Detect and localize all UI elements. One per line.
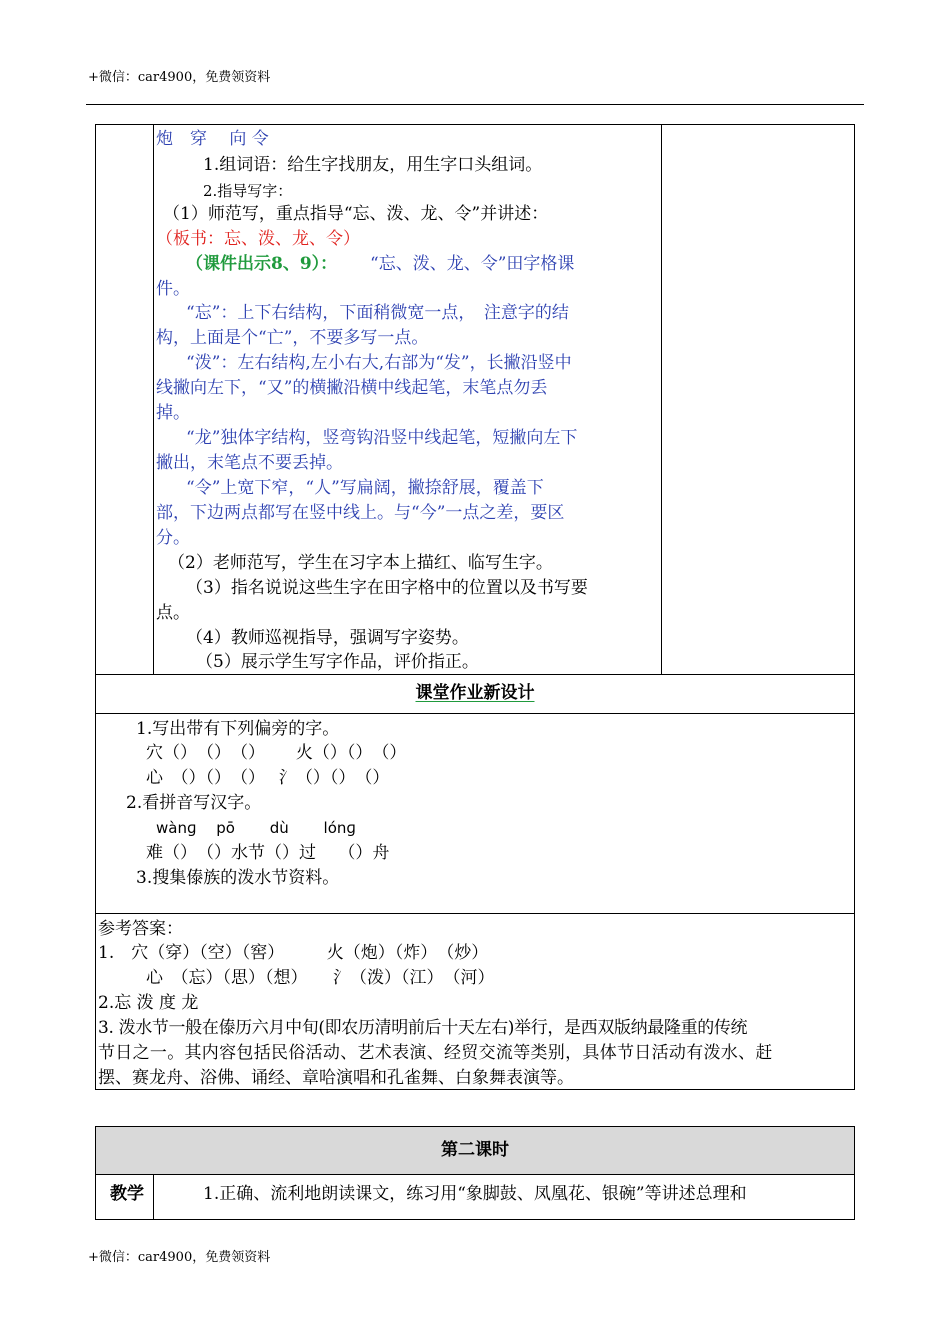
homework-q2-pinyin: wànɡ pō dù lónɡ <box>156 819 356 837</box>
second-row-divider <box>95 1174 855 1175</box>
substep-4: （4）教师巡视指导，强调写字姿势。 <box>186 628 469 648</box>
homework-q1: 1.写出带有下列偏旁的字。 <box>136 719 340 739</box>
homework-title <box>95 682 855 704</box>
ling-explain-2: 部，下边两点都写在竖中线上。与“今”一点之差，要区 <box>156 503 565 523</box>
po-explain-2: 线撇向左下，“又”的横撇沿横中线起笔，末笔点勿丢 <box>156 378 548 398</box>
wang-explain-1: “忘”：上下右结构，下面稍微宽一点， 注意字的结 <box>186 303 569 323</box>
substep-3a: （3）指名说说这些生字在田字格中的位置以及书写要 <box>186 578 588 598</box>
second-lesson-label: 教学 <box>110 1184 144 1204</box>
ling-explain-3: 分。 <box>156 528 190 548</box>
long-explain-1: “龙”独体字结构，竖弯钩沿竖中线起笔，短撇向左下 <box>186 428 578 448</box>
answer-2: 2.忘 泼 度 龙 <box>98 993 199 1013</box>
second-lesson-goal-1: 1.正确、流利地朗读课文，练习用“象脚鼓、凤凰花、银碗”等讲述总理和 <box>203 1184 747 1204</box>
step-1: 1.组词语：给生字找朋友，用生字口头组词。 <box>203 155 543 175</box>
column-divider-left <box>153 124 154 675</box>
page-footer: +微信：car4900，免费领资料 <box>88 1250 271 1265</box>
answer-1-row1: 1. 穴（穿）（空）（窖） 火（炮）（炸） （炒） <box>98 943 489 963</box>
row-divider-1 <box>95 674 855 675</box>
courseware-text-end: 件。 <box>156 279 190 299</box>
substep-3b: 点。 <box>156 603 190 623</box>
homework-q2: 2.看拼音写汉字。 <box>126 793 262 813</box>
homework-q1-row2: 心 （）（） （） 氵（）（） （） <box>146 768 390 788</box>
long-explain-2: 撇出，末笔点不要丢掉。 <box>156 453 343 473</box>
new-characters: 炮 穿 向 令 <box>156 129 269 149</box>
homework-q3: 3.搜集傣族的泼水节资料。 <box>136 868 340 888</box>
courseware-note: （课件出示8、9）： <box>186 254 338 274</box>
header-divider <box>86 104 864 105</box>
answer-3b: 节日之一。其内容包括民俗活动、艺术表演、经贸交流等类别，具体节日活动有泼水、赶 <box>98 1043 773 1063</box>
second-column-divider <box>153 1174 154 1220</box>
po-explain-1: “泼”：左右结构,左小右大,右部为“发”，长撇沿竖中 <box>186 353 572 373</box>
po-explain-3: 掉。 <box>156 403 190 423</box>
homework-q2-row: 难（） （）水节（）过 （）舟 <box>146 843 390 863</box>
page-header: +微信：car4900，免费领资料 <box>88 70 271 85</box>
answers-heading: 参考答案： <box>98 919 183 939</box>
substep-1: （1）师范写，重点指导“忘、泼、龙、令”并讲述： <box>163 204 549 224</box>
substep-5: （5）展示学生写字作品，评价指正。 <box>196 652 479 672</box>
column-divider-right <box>661 124 662 675</box>
courseware-text: “忘、泼、龙、令”田字格课 <box>370 254 575 274</box>
answer-3a: 3. 泼水节一般在傣历六月中旬(即农历清明前后十天左右)举行，是西双版纳最隆重的传统 <box>98 1018 748 1038</box>
row-divider-3 <box>95 913 855 914</box>
ling-explain-1: “令”上宽下窄，“人”写扁阔，撇捺舒展，覆盖下 <box>186 478 544 498</box>
homework-title-text: 课堂作业新设计 <box>415 683 535 703</box>
substep-2: （2）老师范写，学生在习字本上描红、临写生字。 <box>168 553 553 573</box>
step-2: 2.指导写字： <box>203 182 293 200</box>
answer-3c: 摆、赛龙舟、浴佛、诵经、章哈演唱和孔雀舞、白象舞表演等。 <box>98 1068 574 1088</box>
board-note: （板书：忘、泼、龙、令） <box>156 229 360 249</box>
row-divider-2 <box>95 713 855 714</box>
answer-1-row2: 心 （忘）（思）（想） 氵（泼）（江） （河） <box>146 968 495 988</box>
wang-explain-2: 构，上面是个“亡”，不要多写一点。 <box>156 328 429 348</box>
homework-q1-row1: 穴（） （） （） 火（）（） （） <box>146 743 407 763</box>
second-lesson-title: 第二课时 <box>441 1140 509 1160</box>
